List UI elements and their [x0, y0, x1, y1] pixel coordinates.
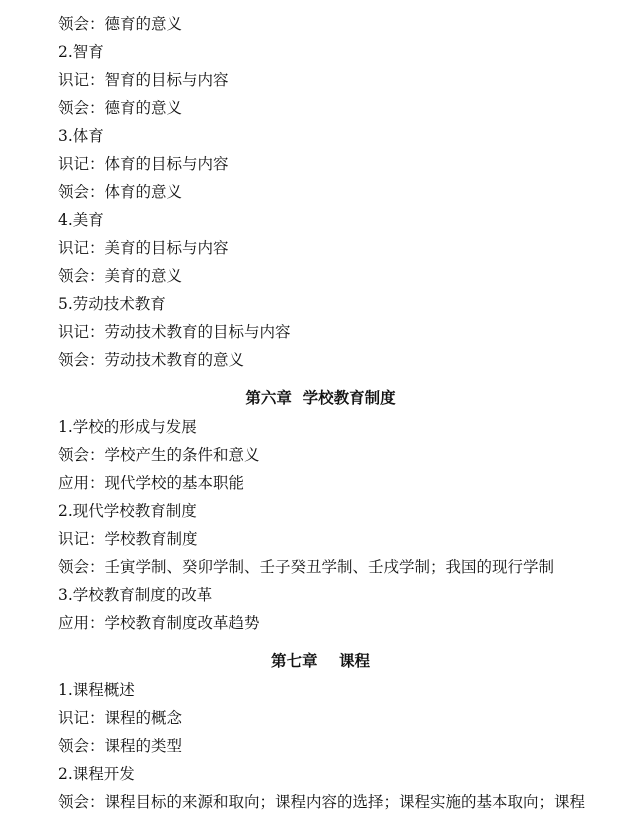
- text-line: 识记：学校教育制度: [58, 530, 198, 548]
- text-line: 领会：学校产生的条件和意义: [58, 446, 260, 464]
- item-heading: 4.美育: [58, 211, 104, 229]
- text-line: 领会：德育的意义: [58, 15, 183, 33]
- text-line: 识记：智育的目标与内容: [58, 71, 229, 89]
- item-heading: 3.体育: [58, 127, 104, 145]
- text-line: 领会：壬寅学制、癸卯学制、壬子癸丑学制、壬戌学制；我国的现行学制: [58, 558, 555, 576]
- item-heading: 5.劳动技术教育: [58, 295, 166, 313]
- item-heading: 1.学校的形成与发展: [58, 418, 197, 436]
- text-line: 识记：劳动技术教育的目标与内容: [58, 323, 291, 341]
- chapter-title: 第六章 学校教育制度: [245, 389, 396, 407]
- text-line: 识记：体育的目标与内容: [58, 155, 229, 173]
- text-line: 识记：美育的目标与内容: [58, 239, 229, 257]
- text-line: 应用：学校教育制度改革趋势: [58, 614, 260, 632]
- text-line: 应用：现代学校的基本职能: [58, 474, 245, 492]
- text-line: 识记：课程的概念: [58, 709, 183, 727]
- item-heading: 1.课程概述: [58, 681, 135, 699]
- chapter-title: 第七章 课程: [270, 652, 371, 670]
- text-line: 领会：课程的类型: [58, 737, 183, 755]
- item-heading: 2.现代学校教育制度: [58, 502, 197, 520]
- item-heading: 3.学校教育制度的改革: [58, 586, 213, 604]
- item-heading: 2.课程开发: [58, 765, 135, 783]
- item-heading: 2.智育: [58, 43, 104, 61]
- text-line: 领会：课程目标的来源和取向；课程内容的选择；课程实施的基本取向；课程: [58, 793, 586, 811]
- text-line: 领会：美育的意义: [58, 267, 183, 285]
- text-line: 领会：劳动技术教育的意义: [58, 351, 245, 369]
- text-line: 领会：德育的意义: [58, 99, 183, 117]
- text-line: 领会：体育的意义: [58, 183, 183, 201]
